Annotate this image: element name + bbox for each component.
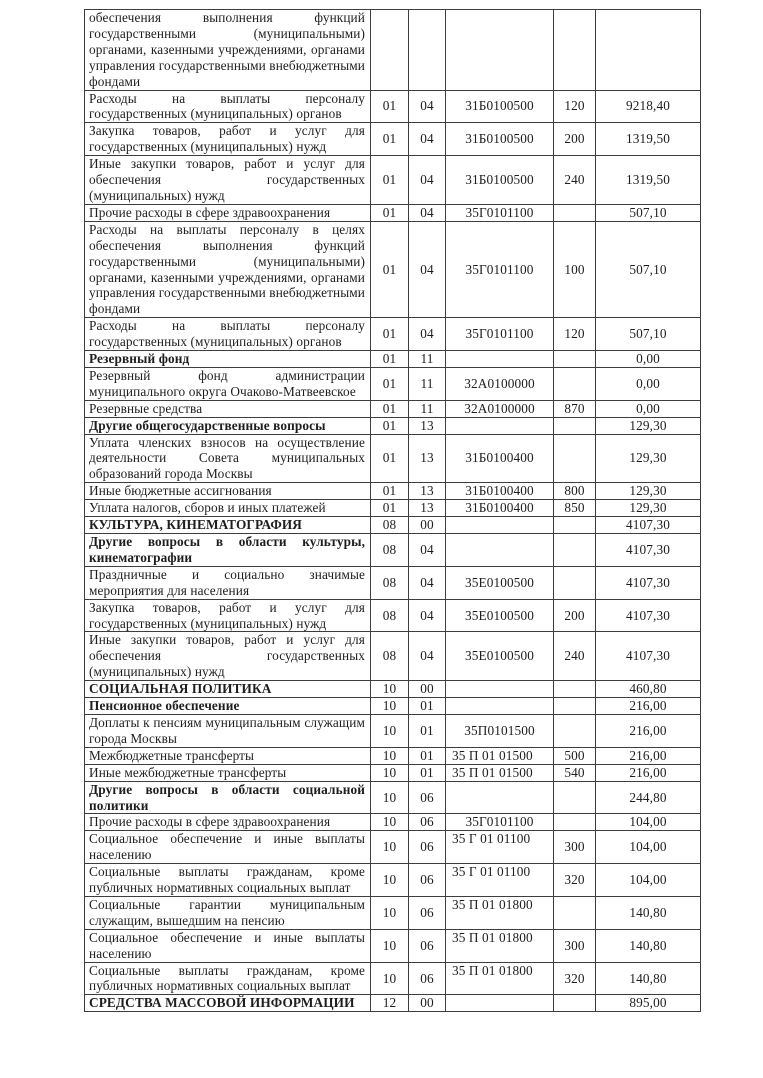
razdel-cell: 10 xyxy=(371,681,409,698)
amount-cell: 216,00 xyxy=(596,747,701,764)
amount-cell: 244,80 xyxy=(596,781,701,814)
amount-cell: 4107,30 xyxy=(596,566,701,599)
table-row xyxy=(85,90,701,123)
csr-code-cell: 31Б0100400 xyxy=(446,434,554,483)
amount-cell: 507,10 xyxy=(596,221,701,317)
vr-code-cell: 300 xyxy=(554,831,596,864)
podrazdel-cell: 00 xyxy=(409,681,446,698)
table-row xyxy=(85,434,701,483)
vr-code-cell: 320 xyxy=(554,962,596,995)
vr-code-cell: 100 xyxy=(554,221,596,317)
csr-code-cell: 35П0101500 xyxy=(446,714,554,747)
vr-code-cell xyxy=(554,10,596,91)
razdel-cell: 01 xyxy=(371,204,409,221)
razdel-cell: 10 xyxy=(371,698,409,715)
amount-cell: 216,00 xyxy=(596,714,701,747)
csr-code-cell: 35 П 01 01800 xyxy=(446,896,554,929)
expense-name-cell: Доплаты к пенсиям муниципальным служащим города Москвы xyxy=(85,714,371,747)
csr-code-cell: 31Б0100500 xyxy=(446,156,554,205)
vr-code-cell: 540 xyxy=(554,764,596,781)
amount-cell: 140,80 xyxy=(596,929,701,962)
amount-cell: 216,00 xyxy=(596,698,701,715)
podrazdel-cell: 11 xyxy=(409,351,446,368)
expense-name-cell: Социальное обеспечение и иные выплаты населению xyxy=(85,929,371,962)
vr-code-cell: 240 xyxy=(554,156,596,205)
table-row xyxy=(85,566,701,599)
table-row xyxy=(85,10,701,91)
podrazdel-cell: 04 xyxy=(409,534,446,567)
csr-code-cell: 35 Г 01 01100 xyxy=(446,831,554,864)
razdel-cell: 01 xyxy=(371,367,409,400)
csr-code-cell xyxy=(446,417,554,434)
amount-cell: 895,00 xyxy=(596,995,701,1012)
csr-code-cell: 35 Г 01 01100 xyxy=(446,864,554,897)
podrazdel-cell: 04 xyxy=(409,599,446,632)
razdel-cell: 01 xyxy=(371,221,409,317)
vr-code-cell: 320 xyxy=(554,864,596,897)
expense-name-cell: Резервный фонд xyxy=(85,351,371,368)
csr-code-cell: 32А0100000 xyxy=(446,400,554,417)
vr-code-cell xyxy=(554,781,596,814)
vr-code-cell: 200 xyxy=(554,123,596,156)
amount-cell: 129,30 xyxy=(596,500,701,517)
vr-code-cell xyxy=(554,417,596,434)
amount-cell: 104,00 xyxy=(596,814,701,831)
podrazdel-cell: 01 xyxy=(409,747,446,764)
podrazdel-cell: 06 xyxy=(409,831,446,864)
table-row xyxy=(85,156,701,205)
csr-code-cell: 35Г0101100 xyxy=(446,814,554,831)
csr-code-cell xyxy=(446,517,554,534)
expense-name-cell: Расходы на выплаты персоналу государственных (муниципальных) органов xyxy=(85,90,371,123)
razdel-cell: 01 xyxy=(371,351,409,368)
razdel-cell: 01 xyxy=(371,123,409,156)
csr-code-cell: 31Б0100500 xyxy=(446,123,554,156)
podrazdel-cell: 06 xyxy=(409,962,446,995)
table-row xyxy=(85,351,701,368)
podrazdel-cell: 01 xyxy=(409,698,446,715)
table-row xyxy=(85,681,701,698)
table-row xyxy=(85,221,701,317)
table-row xyxy=(85,483,701,500)
razdel-cell: 01 xyxy=(371,434,409,483)
podrazdel-cell: 06 xyxy=(409,864,446,897)
vr-code-cell: 300 xyxy=(554,929,596,962)
podrazdel-cell: 01 xyxy=(409,714,446,747)
csr-code-cell: 31Б0100400 xyxy=(446,483,554,500)
razdel-cell: 01 xyxy=(371,417,409,434)
csr-code-cell: 32А0100000 xyxy=(446,367,554,400)
csr-code-cell xyxy=(446,534,554,567)
podrazdel-cell: 13 xyxy=(409,483,446,500)
podrazdel-cell: 13 xyxy=(409,500,446,517)
podrazdel-cell xyxy=(409,10,446,91)
csr-code-cell: 35Г0101100 xyxy=(446,318,554,351)
podrazdel-cell: 04 xyxy=(409,123,446,156)
podrazdel-cell: 04 xyxy=(409,318,446,351)
amount-cell: 0,00 xyxy=(596,351,701,368)
csr-code-cell: 35Е0100500 xyxy=(446,566,554,599)
razdel-cell: 10 xyxy=(371,864,409,897)
vr-code-cell: 120 xyxy=(554,318,596,351)
amount-cell: 4107,30 xyxy=(596,632,701,681)
amount-cell: 4107,30 xyxy=(596,599,701,632)
expense-name-cell: Резервный фонд администрации муниципального округа Очаково-Матвеевское xyxy=(85,367,371,400)
csr-code-cell: 31Б0100400 xyxy=(446,500,554,517)
csr-code-cell xyxy=(446,681,554,698)
table-row xyxy=(85,517,701,534)
expense-name-cell: Пенсионное обеспечение xyxy=(85,698,371,715)
vr-code-cell xyxy=(554,367,596,400)
podrazdel-cell: 04 xyxy=(409,90,446,123)
razdel-cell: 01 xyxy=(371,483,409,500)
razdel-cell: 10 xyxy=(371,896,409,929)
expense-name-cell: СОЦИАЛЬНАЯ ПОЛИТИКА xyxy=(85,681,371,698)
table-row xyxy=(85,747,701,764)
csr-code-cell: 35 П 01 01800 xyxy=(446,929,554,962)
vr-code-cell xyxy=(554,204,596,221)
vr-code-cell: 120 xyxy=(554,90,596,123)
vr-code-cell xyxy=(554,434,596,483)
podrazdel-cell: 06 xyxy=(409,814,446,831)
csr-code-cell xyxy=(446,995,554,1012)
razdel-cell: 08 xyxy=(371,517,409,534)
expense-name-cell: Социальные выплаты гражданам, кроме публичных нормативных социальных выплат xyxy=(85,962,371,995)
expense-name-cell: Расходы на выплаты персоналу государственных (муниципальных) органов xyxy=(85,318,371,351)
podrazdel-cell: 04 xyxy=(409,204,446,221)
table-row xyxy=(85,599,701,632)
expense-name-cell: Иные закупки товаров, работ и услуг для обеспечения государственных (муниципальных) нужд xyxy=(85,632,371,681)
amount-cell: 4107,30 xyxy=(596,534,701,567)
amount-cell: 216,00 xyxy=(596,764,701,781)
table-row xyxy=(85,929,701,962)
csr-code-cell: 35Е0100500 xyxy=(446,632,554,681)
vr-code-cell xyxy=(554,681,596,698)
expense-name-cell: Уплата членских взносов на осуществление деятельности Совета муниципальных образований города Москвы xyxy=(85,434,371,483)
amount-cell: 104,00 xyxy=(596,864,701,897)
vr-code-cell: 500 xyxy=(554,747,596,764)
table-row xyxy=(85,534,701,567)
podrazdel-cell: 04 xyxy=(409,156,446,205)
razdel-cell: 10 xyxy=(371,962,409,995)
budget-table xyxy=(84,9,701,1012)
vr-code-cell xyxy=(554,517,596,534)
table-row xyxy=(85,318,701,351)
razdel-cell: 08 xyxy=(371,566,409,599)
expense-name-cell: Социальные выплаты гражданам, кроме публичных нормативных социальных выплат xyxy=(85,864,371,897)
vr-code-cell xyxy=(554,351,596,368)
podrazdel-cell: 06 xyxy=(409,896,446,929)
razdel-cell: 08 xyxy=(371,632,409,681)
table-row xyxy=(85,764,701,781)
podrazdel-cell: 13 xyxy=(409,434,446,483)
table-row xyxy=(85,814,701,831)
csr-code-cell xyxy=(446,781,554,814)
csr-code-cell: 31Б0100500 xyxy=(446,90,554,123)
expense-name-cell: Иные закупки товаров, работ и услуг для обеспечения государственных (муниципальных) нужд xyxy=(85,156,371,205)
table-row xyxy=(85,962,701,995)
csr-code-cell xyxy=(446,698,554,715)
razdel-cell: 10 xyxy=(371,764,409,781)
podrazdel-cell: 01 xyxy=(409,764,446,781)
csr-code-cell: 35Г0101100 xyxy=(446,221,554,317)
table-row xyxy=(85,123,701,156)
podrazdel-cell: 00 xyxy=(409,995,446,1012)
expense-name-cell: Закупка товаров, работ и услуг для государственных (муниципальных) нужд xyxy=(85,599,371,632)
table-row xyxy=(85,417,701,434)
expense-name-cell: КУЛЬТУРА, КИНЕМАТОГРАФИЯ xyxy=(85,517,371,534)
vr-code-cell xyxy=(554,698,596,715)
amount-cell: 507,10 xyxy=(596,318,701,351)
razdel-cell: 10 xyxy=(371,831,409,864)
amount-cell: 104,00 xyxy=(596,831,701,864)
expense-name-cell: обеспечения выполнения функций государственными (муниципальными) органами, казенными учреждениями, органами управления государственными внебюджетными фондами xyxy=(85,10,371,91)
amount-cell: 1319,50 xyxy=(596,156,701,205)
amount-cell: 4107,30 xyxy=(596,517,701,534)
amount-cell xyxy=(596,10,701,91)
razdel-cell: 01 xyxy=(371,500,409,517)
vr-code-cell xyxy=(554,814,596,831)
csr-code-cell: 35 П 01 01800 xyxy=(446,962,554,995)
table-row xyxy=(85,831,701,864)
podrazdel-cell: 06 xyxy=(409,929,446,962)
expense-name-cell: Праздничные и социально значимые мероприятия для населения xyxy=(85,566,371,599)
razdel-cell: 10 xyxy=(371,929,409,962)
vr-code-cell: 240 xyxy=(554,632,596,681)
csr-code-cell: 35 П 01 01500 xyxy=(446,747,554,764)
vr-code-cell xyxy=(554,534,596,567)
amount-cell: 129,30 xyxy=(596,434,701,483)
razdel-cell: 10 xyxy=(371,814,409,831)
amount-cell: 460,80 xyxy=(596,681,701,698)
amount-cell: 1319,50 xyxy=(596,123,701,156)
razdel-cell: 12 xyxy=(371,995,409,1012)
table-row xyxy=(85,698,701,715)
amount-cell: 0,00 xyxy=(596,400,701,417)
expense-name-cell: Межбюджетные трансферты xyxy=(85,747,371,764)
expense-name-cell: Иные межбюджетные трансферты xyxy=(85,764,371,781)
amount-cell: 140,80 xyxy=(596,896,701,929)
podrazdel-cell: 11 xyxy=(409,367,446,400)
razdel-cell: 01 xyxy=(371,400,409,417)
podrazdel-cell: 00 xyxy=(409,517,446,534)
amount-cell: 0,00 xyxy=(596,367,701,400)
table-row xyxy=(85,714,701,747)
table-row xyxy=(85,632,701,681)
amount-cell: 129,30 xyxy=(596,483,701,500)
table-row xyxy=(85,995,701,1012)
vr-code-cell xyxy=(554,896,596,929)
csr-code-cell xyxy=(446,351,554,368)
csr-code-cell: 35Г0101100 xyxy=(446,204,554,221)
vr-code-cell xyxy=(554,566,596,599)
expense-name-cell: СРЕДСТВА МАССОВОЙ ИНФОРМАЦИИ xyxy=(85,995,371,1012)
csr-code-cell: 35Е0100500 xyxy=(446,599,554,632)
expense-name-cell: Другие вопросы в области социальной политики xyxy=(85,781,371,814)
vr-code-cell xyxy=(554,995,596,1012)
vr-code-cell: 800 xyxy=(554,483,596,500)
amount-cell: 9218,40 xyxy=(596,90,701,123)
podrazdel-cell: 04 xyxy=(409,221,446,317)
expense-name-cell: Закупка товаров, работ и услуг для государственных (муниципальных) нужд xyxy=(85,123,371,156)
podrazdel-cell: 13 xyxy=(409,417,446,434)
vr-code-cell: 200 xyxy=(554,599,596,632)
podrazdel-cell: 06 xyxy=(409,781,446,814)
amount-cell: 507,10 xyxy=(596,204,701,221)
razdel-cell: 01 xyxy=(371,156,409,205)
razdel-cell: 01 xyxy=(371,90,409,123)
amount-cell: 140,80 xyxy=(596,962,701,995)
expense-name-cell: Прочие расходы в сфере здравоохранения xyxy=(85,204,371,221)
table-row xyxy=(85,400,701,417)
expense-name-cell: Другие вопросы в области культуры, кинематографии xyxy=(85,534,371,567)
table-row xyxy=(85,367,701,400)
expense-name-cell: Другие общегосударственные вопросы xyxy=(85,417,371,434)
vr-code-cell xyxy=(554,714,596,747)
table-row xyxy=(85,204,701,221)
razdel-cell: 08 xyxy=(371,599,409,632)
razdel-cell: 08 xyxy=(371,534,409,567)
expense-name-cell: Социальные гарантии муниципальным служащим, вышедшим на пенсию xyxy=(85,896,371,929)
expense-name-cell: Резервные средства xyxy=(85,400,371,417)
expense-name-cell: Иные бюджетные ассигнования xyxy=(85,483,371,500)
razdel-cell xyxy=(371,10,409,91)
razdel-cell: 10 xyxy=(371,781,409,814)
razdel-cell: 01 xyxy=(371,318,409,351)
expense-name-cell: Уплата налогов, сборов и иных платежей xyxy=(85,500,371,517)
razdel-cell: 10 xyxy=(371,714,409,747)
csr-code-cell xyxy=(446,10,554,91)
table-row xyxy=(85,781,701,814)
vr-code-cell: 850 xyxy=(554,500,596,517)
podrazdel-cell: 04 xyxy=(409,566,446,599)
vr-code-cell: 870 xyxy=(554,400,596,417)
table-row xyxy=(85,896,701,929)
budget-table-body xyxy=(85,10,701,1012)
amount-cell: 129,30 xyxy=(596,417,701,434)
podrazdel-cell: 11 xyxy=(409,400,446,417)
razdel-cell: 10 xyxy=(371,747,409,764)
table-row xyxy=(85,500,701,517)
table-row xyxy=(85,864,701,897)
csr-code-cell: 35 П 01 01500 xyxy=(446,764,554,781)
expense-name-cell: Социальное обеспечение и иные выплаты населению xyxy=(85,831,371,864)
expense-name-cell: Прочие расходы в сфере здравоохранения xyxy=(85,814,371,831)
expense-name-cell: Расходы на выплаты персоналу в целях обеспечения выполнения функций государственными (муниципальными) органами, казенными учреждениями, органами управления государственными внебюджетными фондами xyxy=(85,221,371,317)
podrazdel-cell: 04 xyxy=(409,632,446,681)
